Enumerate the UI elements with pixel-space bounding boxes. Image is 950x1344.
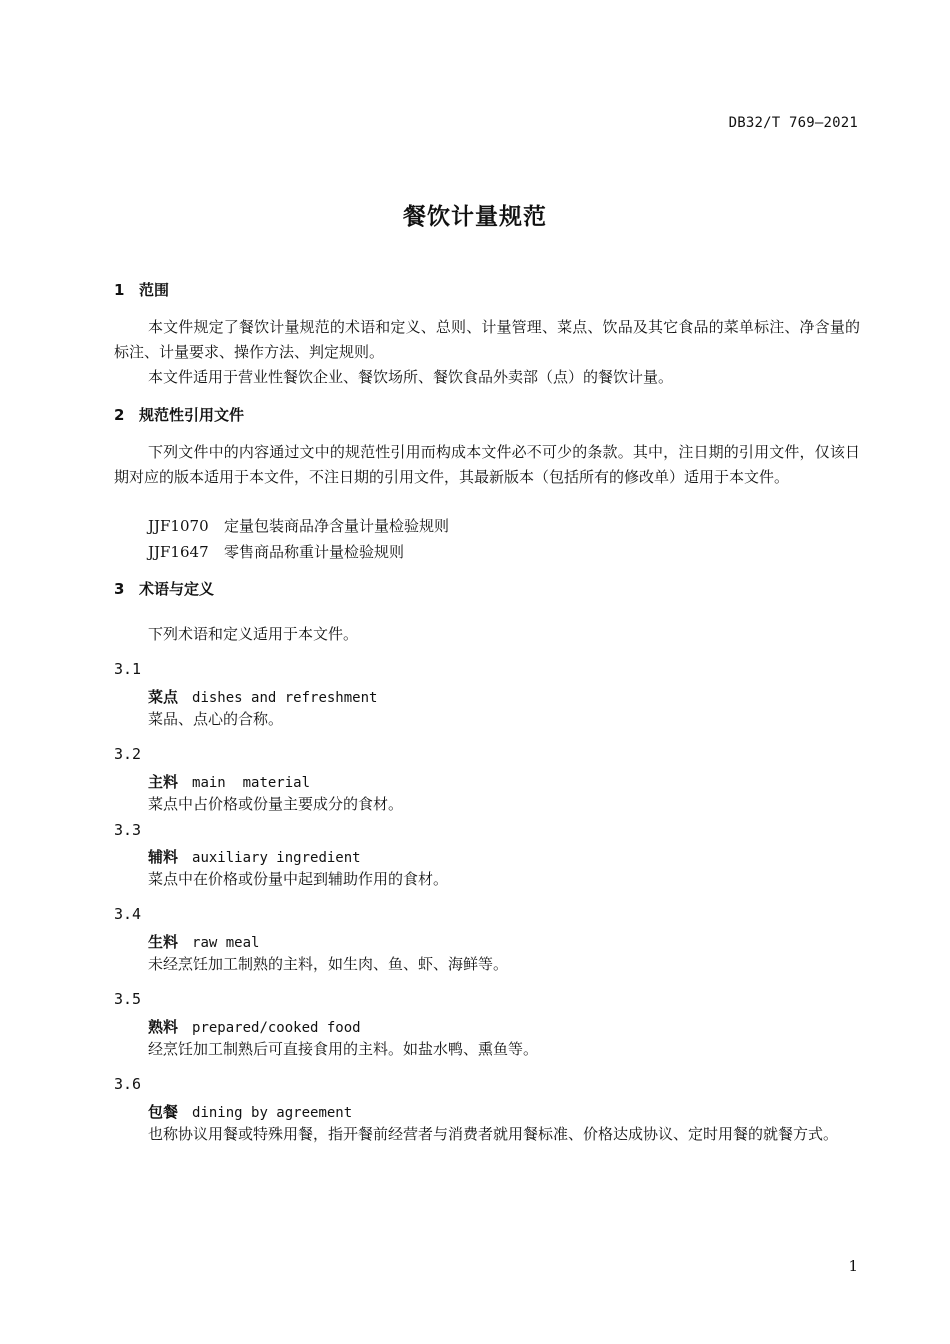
term-entry (148, 1101, 352, 1122)
clause-number: 3.1 (114, 660, 142, 678)
term-zh: 熟料 (148, 1018, 179, 1036)
normative-paragraph: 下列文件中的内容通过文中的规范性引用而构成本文件必不可少的条款。其中，注日期的引用文件，仅该日期对应的版本适用于本文件，不注日期的引用文件，其最新版本（包括所有的修改单）适用于本文件。 (114, 443, 860, 486)
document-title: 餐饮计量规范 (403, 204, 547, 230)
term-en: dining by agreement (192, 1105, 353, 1121)
section-heading-scope (114, 279, 169, 300)
section-title: 规范性引用文件 (139, 406, 245, 424)
term-entry (148, 846, 361, 867)
term-entry (148, 686, 377, 707)
term-definition: 未经烹饪加工制熟的主料，如生肉、鱼、虾、海鲜等。 (148, 955, 509, 973)
section-number: 1 (114, 281, 125, 299)
standard-id: DB32/T 769—2021 (728, 115, 858, 131)
scope-paragraph-1: 本文件规定了餐饮计量规范的术语和定义、总则、计量管理、菜点、饮品及其它食品的菜单标注、净含量的标注、计量要求、操作方法、判定规则。 (114, 318, 860, 361)
clause-number: 3.2 (114, 745, 142, 763)
page-number: 1 (848, 1257, 858, 1275)
term-en: main material (192, 775, 311, 791)
term-zh: 菜点 (148, 688, 179, 706)
term-zh: 辅料 (148, 848, 179, 866)
term-en: raw meal (192, 935, 260, 951)
term-definition: 菜点中占价格或份量主要成分的食材。 (148, 795, 404, 813)
clause-number: 3.5 (114, 990, 142, 1008)
term-zh: 包餐 (148, 1103, 179, 1121)
term-entry (148, 1016, 361, 1037)
reference-item (148, 515, 449, 536)
term-en: dishes and refreshment (192, 690, 378, 706)
reference-title: 定量包装商品净含量计量检验规则 (224, 517, 450, 535)
term-definition: 菜点中在价格或份量中起到辅助作用的食材。 (148, 870, 449, 888)
reference-code: JJF1070 (148, 517, 209, 535)
section-title: 术语与定义 (139, 580, 215, 598)
term-en: prepared/cooked food (192, 1020, 361, 1036)
clause-number: 3.6 (114, 1075, 142, 1093)
terms-intro: 下列术语和定义适用于本文件。 (148, 625, 359, 643)
term-zh: 生料 (148, 933, 179, 951)
section-heading-normative (114, 404, 244, 425)
scope-paragraph-2: 本文件适用于营业性餐饮企业、餐饮场所、餐饮食品外卖部（点）的餐饮计量。 (148, 368, 674, 386)
clause-number: 3.4 (114, 905, 142, 923)
reference-item (148, 541, 404, 562)
term-definition: 经烹饪加工制熟后可直接食用的主料。如盐水鸭、熏鱼等。 (148, 1040, 539, 1058)
term-definition: 也称协议用餐或特殊用餐，指开餐前经营者与消费者就用餐标准、价格达成协议、定时用餐的就餐方式。 (148, 1125, 839, 1143)
term-entry (148, 771, 310, 792)
reference-title: 零售商品称重计量检验规则 (224, 543, 405, 561)
clause-number: 3.3 (114, 821, 142, 839)
section-heading-terms (114, 578, 214, 599)
section-number: 2 (114, 406, 125, 424)
term-entry (148, 931, 259, 952)
term-zh: 主料 (148, 773, 179, 791)
section-title: 范围 (139, 281, 170, 299)
reference-code: JJF1647 (148, 543, 209, 561)
section-number: 3 (114, 580, 125, 598)
term-definition: 菜品、点心的合称。 (148, 710, 284, 728)
term-en: auxiliary ingredient (192, 850, 361, 866)
